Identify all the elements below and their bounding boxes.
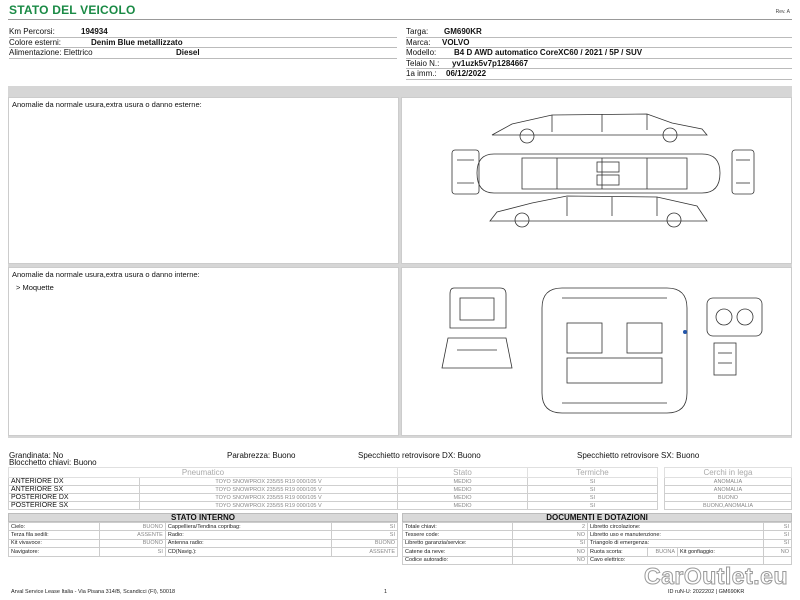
- interior-top-view-icon: [542, 288, 687, 413]
- cell-value: NO: [763, 548, 791, 556]
- documenti-table: [402, 522, 792, 565]
- cell-value: NO: [513, 531, 588, 539]
- info-label: Targa:: [406, 27, 429, 36]
- cell-value: SI: [100, 548, 166, 556]
- table-row: [9, 494, 792, 502]
- stato-interno-title: STATO INTERNO: [8, 513, 398, 522]
- footer-page-number: 1: [384, 589, 388, 595]
- revision-label: Rev. A: [775, 9, 790, 15]
- car-front-icon: [452, 150, 479, 194]
- cell-value: BUONA: [648, 548, 678, 556]
- table-row: [9, 502, 792, 510]
- exterior-car-diagram: [402, 98, 793, 265]
- tyre-spec: TOYO SNOWPROX 235/55 R19 000/105 V: [140, 494, 398, 502]
- table-row: [9, 523, 398, 531]
- info-value-colore: Denim Blue metallizzato: [91, 37, 183, 47]
- cell-label: Cappelliera/Tendina copribag:: [165, 523, 331, 531]
- watermark-logo: CarOutlet.eu: [643, 563, 788, 589]
- footer-company: Arval Service Lease Italia - Via Pisana 314/B, Scandicci (FI), 50018: [11, 589, 176, 595]
- table-row: [403, 548, 792, 556]
- tyres-gap: [658, 494, 665, 502]
- table-row: [9, 478, 792, 486]
- cell-label: Cielo:: [9, 523, 100, 531]
- tyre-rim: BUONO: [665, 494, 792, 502]
- info-label: Colore esterni:: [9, 37, 62, 47]
- info-label: Modello:: [406, 48, 437, 57]
- cell-label: Totale chiavi:: [403, 523, 513, 531]
- interior-damage-item: > Moquette: [16, 283, 54, 292]
- tyre-spec: TOYO SNOWPROX 235/55 R19 000/105 V: [140, 502, 398, 510]
- tyre-position: ANTERIORE SX: [9, 486, 140, 494]
- seat-rear-icon: [442, 338, 512, 368]
- mirror-sx-status: Specchietto retrovisore SX: Buono: [577, 451, 700, 460]
- tyre-state: MEDIO: [398, 486, 528, 494]
- tyres-header-row: [9, 468, 792, 478]
- table-row: [9, 539, 398, 547]
- tyres-header-pneumatico: Pneumatico: [9, 468, 398, 478]
- car-top-icon: [477, 154, 720, 193]
- tyres-table: [8, 467, 792, 510]
- exterior-notes-panel: [8, 97, 399, 264]
- table-row: [403, 539, 792, 547]
- info-row-km: [9, 27, 397, 38]
- cell-label: Navigatore:: [9, 548, 100, 556]
- interior-diagram-panel: [401, 267, 792, 436]
- tyres-gap: [658, 478, 665, 486]
- tyre-winter: SI: [528, 502, 658, 510]
- car-side-bottom-icon: [490, 196, 707, 227]
- interior-notes-panel: [8, 267, 399, 436]
- damage-marker-icon: [683, 330, 687, 334]
- cell-label: Kit gonfiaggio:: [678, 548, 764, 556]
- info-label: 1a imm.:: [406, 69, 437, 78]
- tyre-position: POSTERIORE SX: [9, 502, 140, 510]
- cell-value: SI: [763, 523, 791, 531]
- info-label: Km Percorsi:: [9, 27, 55, 36]
- tyre-position: POSTERIORE DX: [9, 494, 140, 502]
- cell-label: Cavo elettrico:: [588, 556, 764, 564]
- info-label: Marca:: [406, 37, 431, 47]
- footer-doc-id: ID ruN-U: 2022202 | GM690KR: [668, 589, 745, 595]
- mirror-dx-status: Specchietto retrovisore DX: Buono: [358, 451, 481, 460]
- info-label: Telaio N.:: [406, 58, 440, 68]
- cell-label: Radio:: [165, 531, 331, 539]
- tyres-header-stato: Stato: [398, 468, 528, 478]
- cell-value: BUONO: [100, 539, 166, 547]
- cell-label: Catene da neve:: [403, 548, 513, 556]
- info-value-km: 194934: [81, 27, 108, 36]
- interior-car-diagram: [402, 268, 793, 437]
- cell-label: Libretto uso e manutenzione:: [588, 531, 764, 539]
- cell-value: SI: [332, 523, 398, 531]
- table-row: [9, 548, 398, 556]
- info-value-alimentazione: Diesel: [176, 48, 200, 57]
- info-row-modello: [406, 48, 792, 59]
- table-row: [9, 531, 398, 539]
- hail-status: Grandinata: No: [9, 451, 64, 460]
- cell-label: Tessere code:: [403, 531, 513, 539]
- title-divider: [8, 19, 792, 20]
- info-value-immatricolazione: 06/12/2022: [446, 69, 487, 78]
- info-value-modello: B4 D AWD automatico CoreXC60 / 2021 / 5P / SUV: [454, 48, 643, 57]
- table-row: [403, 523, 792, 531]
- vehicle-info-left: [9, 27, 397, 59]
- info-row-telaio: [406, 59, 792, 70]
- tyre-rim: ANOMALIA: [665, 486, 792, 494]
- tyre-position: ANTERIORE DX: [9, 478, 140, 486]
- info-label: Alimentazione: Elettrico: [9, 48, 93, 57]
- info-value-targa: GM690KR: [444, 27, 482, 36]
- key-lock-status: Blocchetto chiavi: Buono: [9, 458, 97, 467]
- tyres-header-termiche: Termiche: [528, 468, 658, 478]
- tyre-winter: SI: [528, 478, 658, 486]
- cell-value: SI: [332, 531, 398, 539]
- cell-label: Ruota scorta:: [588, 548, 648, 556]
- dashboard-icon: [707, 298, 762, 375]
- table-row: [403, 531, 792, 539]
- tyres-gap: [658, 468, 665, 478]
- info-row-immatricolazione: [406, 69, 792, 80]
- info-value-telaio: yv1uzk5v7p1284667: [452, 58, 529, 68]
- cell-value: NO: [513, 556, 588, 564]
- cell-label: Kit vivavoce:: [9, 539, 100, 547]
- info-row-targa: [406, 27, 792, 38]
- cell-label: Codice autoradio:: [403, 556, 513, 564]
- tyres-gap: [658, 502, 665, 510]
- tyre-spec: TOYO SNOWPROX 235/55 R19 000/105 V: [140, 478, 398, 486]
- cell-label: Triangolo di emergenza:: [588, 539, 764, 547]
- cell-value: SI: [763, 539, 791, 547]
- windshield-status: Parabrezza: Buono: [227, 451, 296, 460]
- cell-value: SI: [763, 531, 791, 539]
- cell-value: NO: [513, 548, 588, 556]
- tyre-winter: SI: [528, 486, 658, 494]
- cell-value: SI: [513, 539, 588, 547]
- cell-value: BUONO: [100, 523, 166, 531]
- info-row-alimentazione: [9, 48, 397, 59]
- tyre-rim: BUONO,ANOMALIA: [665, 502, 792, 510]
- cell-value: ASSENTE: [332, 548, 398, 556]
- page-title: STATO DEL VEICOLO: [9, 3, 136, 17]
- interior-damage-label: Anomalie da normale usura,extra usura o danno interne:: [12, 270, 200, 279]
- info-row-marca: [406, 38, 792, 49]
- cell-label: Libretto garanzia/service:: [403, 539, 513, 547]
- cell-label: Libretto circolazione:: [588, 523, 764, 531]
- info-row-colore: [9, 38, 397, 49]
- vehicle-info-right: [406, 27, 792, 80]
- car-side-top-icon: [492, 114, 707, 143]
- cell-label: CD(Navig.):: [165, 548, 331, 556]
- seat-front-icon: [450, 288, 506, 328]
- cell-value: BUONO: [332, 539, 398, 547]
- tyre-state: MEDIO: [398, 478, 528, 486]
- exterior-diagram-panel: [401, 97, 792, 264]
- cell-label: Terza fila sedili:: [9, 531, 100, 539]
- cell-label: Antenna radio:: [165, 539, 331, 547]
- tyre-winter: SI: [528, 494, 658, 502]
- tyre-spec: TOYO SNOWPROX 235/55 R19 000/105 V: [140, 486, 398, 494]
- cell-value: 2: [513, 523, 588, 531]
- documenti-title: DOCUMENTI E DOTAZIONI: [402, 513, 792, 522]
- tyre-state: MEDIO: [398, 494, 528, 502]
- tyres-header-cerchi: Cerchi in lega: [665, 468, 792, 478]
- tyre-rim: ANOMALIA: [665, 478, 792, 486]
- info-value-marca: VOLVO: [442, 37, 470, 47]
- tyre-state: MEDIO: [398, 502, 528, 510]
- cell-value: ASSENTE: [100, 531, 166, 539]
- table-row: [9, 486, 792, 494]
- tyres-gap: [658, 486, 665, 494]
- car-rear-icon: [732, 150, 754, 194]
- exterior-damage-label: Anomalie da normale usura,extra usura o danno esterne:: [12, 100, 202, 109]
- stato-interno-table: [8, 522, 398, 557]
